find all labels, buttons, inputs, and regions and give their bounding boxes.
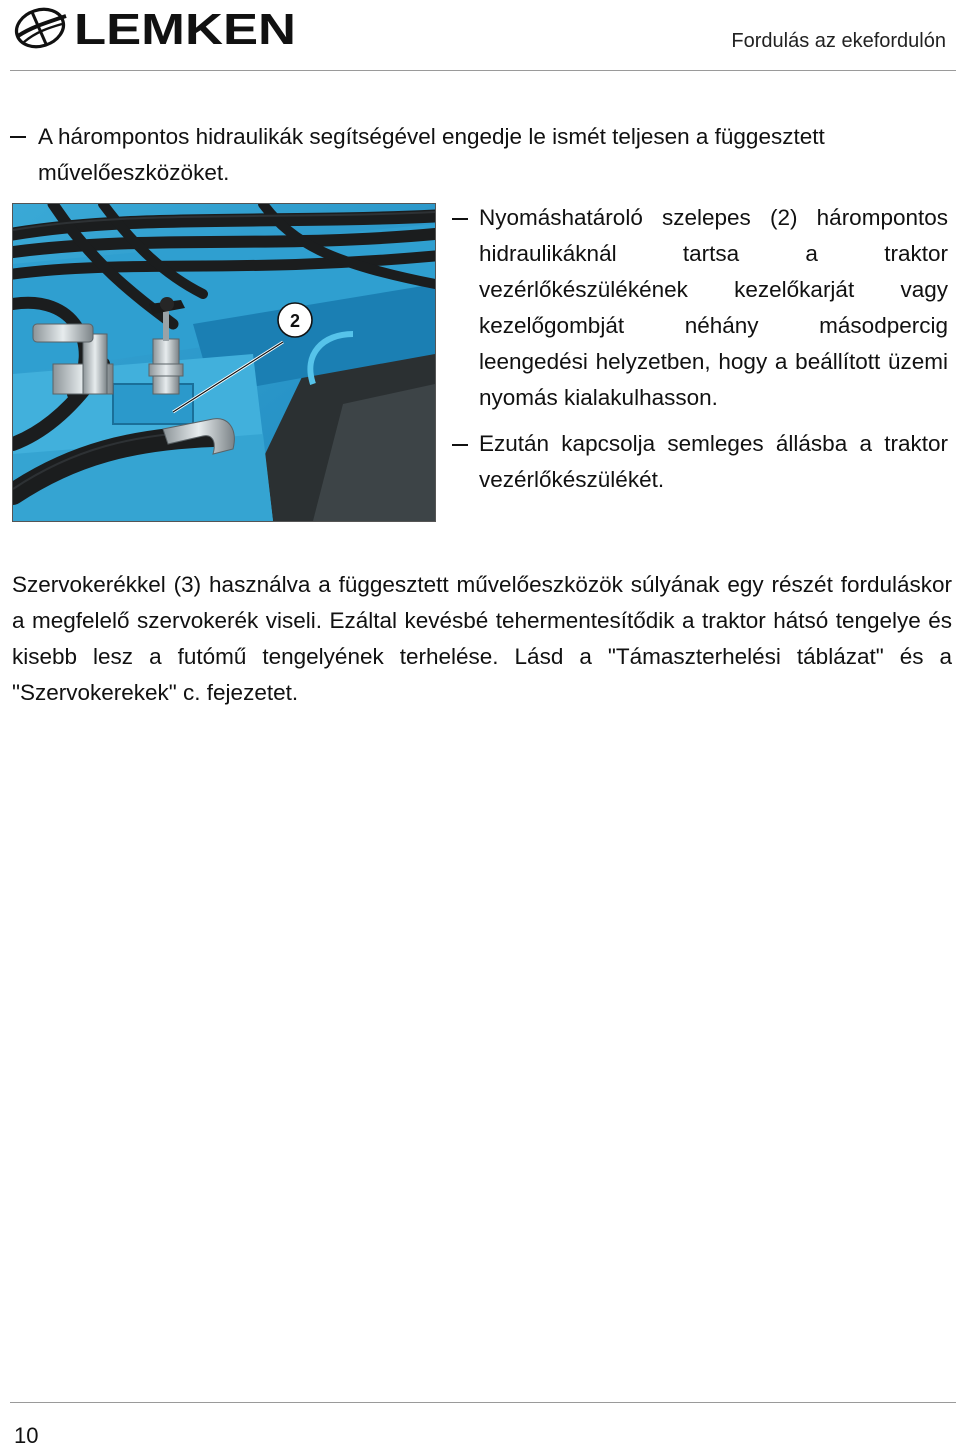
footer-divider	[10, 1402, 956, 1403]
lemken-emblem-icon	[12, 3, 68, 52]
right-bullet-2-text: Ezután kapcsolja semleges állásba a traktor vezérlőkészülékét.	[479, 431, 948, 492]
right-bullet-2	[452, 426, 948, 498]
right-bullet-1-text: Nyomáshatároló szelepes (2) hárompontos hidraulikáknál tartsa a traktor vezérlőkészülékének kezelőkarját vagy kezelőgombját néhány másodpercig leengedési helyzetben, hogy a beállított üzemi nyomás kialakulhasson.	[479, 205, 948, 410]
hydraulic-valve-photo	[12, 203, 436, 522]
page-header	[0, 0, 960, 72]
intro-bullet	[10, 119, 956, 191]
body-paragraph: Szervokerékkel (3) használva a függesztett művelőeszközök súlyának egy részét forduláskor a megfelelő szervokerék viseli. Ezáltal kevésbé tehermentesítődik a traktor hátsó tengelye és kisebb lesz a futómű tengelyének terhelése. Lásd a "Támaszterhelési táblázat" és a "Szervokerekek" c. fejezetet.	[12, 572, 952, 705]
right-bullet-1	[452, 200, 948, 416]
header-divider	[10, 70, 956, 71]
intro-bullet-text: A hárompontos hidraulikák segítségével engedje le ismét teljesen a függesztett művelőeszközöket.	[38, 124, 825, 185]
photo-illustration	[13, 204, 435, 521]
callout-number: 2	[289, 311, 301, 331]
instruction-column	[452, 200, 948, 498]
brand-wordmark: LEMKEN	[74, 5, 296, 54]
dash-bullet-icon	[452, 218, 468, 220]
dash-bullet-icon	[452, 444, 468, 446]
page-number: 10	[14, 1423, 39, 1448]
page-section-title: Fordulás az ekefordulón	[731, 30, 946, 52]
dash-bullet-icon	[10, 136, 26, 138]
lemken-logo	[12, 2, 302, 54]
